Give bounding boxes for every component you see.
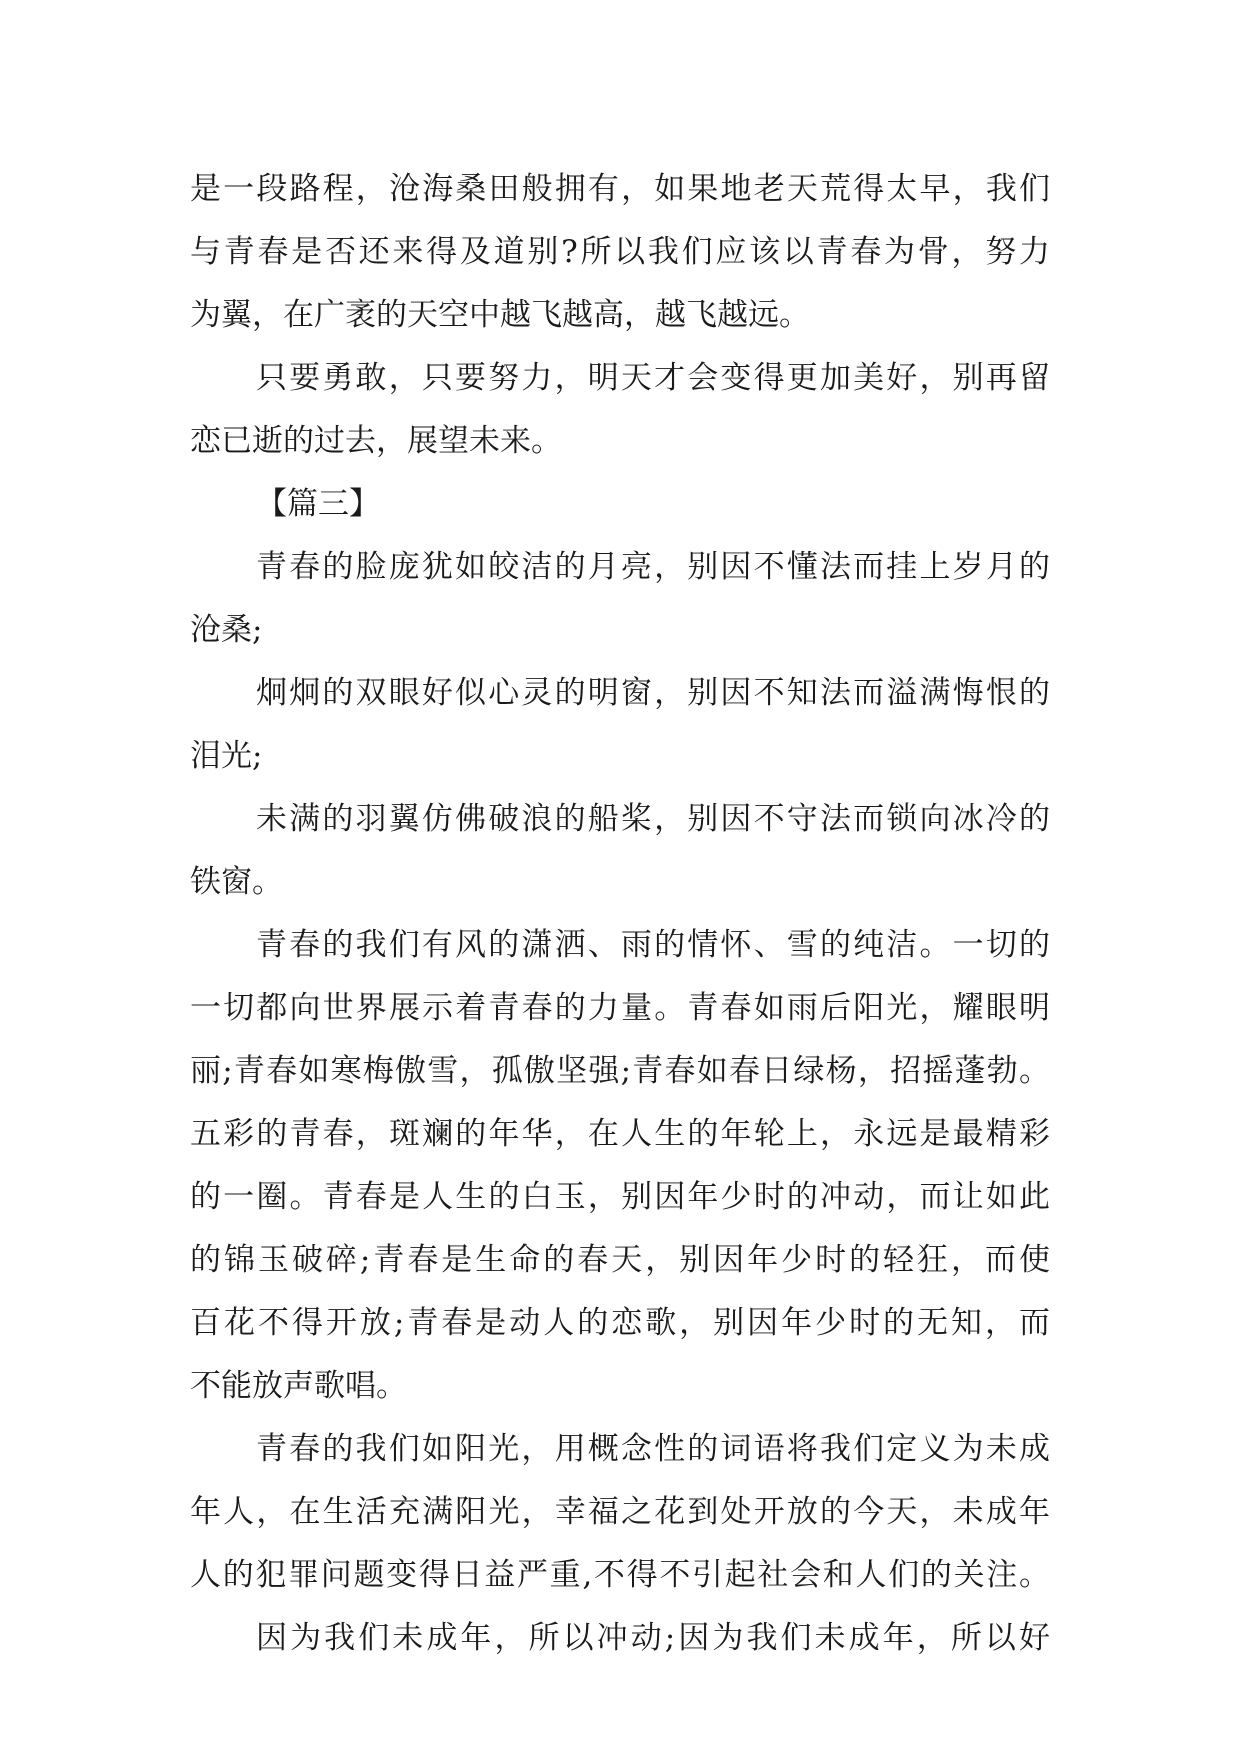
text-line: 为翼，在广袤的天空中越飞越高，越飞越远。 <box>190 297 810 333</box>
text-line: 丽;青春如寒梅傲雪，孤傲坚强;青春如春日绿杨，招摇蓬勃。 <box>190 1053 1050 1089</box>
text-line: 因为我们未成年，所以冲动;因为我们未成年，所以好 <box>256 1620 1050 1656</box>
text-line: 泪光; <box>190 738 263 774</box>
text-line: 与青春是否还来得及道别?所以我们应该以青春为骨，努力 <box>190 234 1050 270</box>
text-line: 一切都向世界展示着青春的力量。青春如雨后阳光，耀眼明 <box>190 990 1050 1026</box>
text-line: 未满的羽翼仿佛破浪的船桨，别因不守法而锁向冰冷的 <box>256 801 1050 837</box>
text-line: 的锦玉破碎;青春是生命的春天，别因年少时的轻狂，而使 <box>190 1242 1050 1278</box>
text-line: 恋已逝的过去，展望未来。 <box>190 423 562 459</box>
text-line: 炯炯的双眼好似心灵的明窗，别因不知法而溢满悔恨的 <box>256 675 1050 711</box>
text-line: 的一圈。青春是人生的白玉，别因年少时的冲动，而让如此 <box>190 1179 1050 1215</box>
text-line: 不能放声歌唱。 <box>190 1368 407 1404</box>
text-line: 铁窗。 <box>190 864 283 900</box>
text-line: 五彩的青春，斑斓的年华，在人生的年轮上，永远是最精彩 <box>190 1116 1050 1152</box>
text-line: 沧桑; <box>190 612 263 648</box>
document-body <box>190 158 1050 1670</box>
text-line: 人的犯罪问题变得日益严重,不得不引起社会和人们的关注。 <box>190 1557 1050 1593</box>
text-line: 青春的我们如阳光，用概念性的词语将我们定义为未成 <box>256 1431 1050 1467</box>
section-heading: 【篇三】 <box>256 486 380 522</box>
text-line: 青春的脸庞犹如皎洁的月亮，别因不懂法而挂上岁月的 <box>256 549 1050 585</box>
text-line: 百花不得开放;青春是动人的恋歌，别因年少时的无知，而 <box>190 1305 1050 1341</box>
text-line: 只要勇敢，只要努力，明天才会变得更加美好，别再留 <box>256 360 1050 396</box>
text-line: 年人，在生活充满阳光，幸福之花到处开放的今天，未成年 <box>190 1494 1050 1530</box>
text-line: 是一段路程，沧海桑田般拥有，如果地老天荒得太早，我们 <box>190 171 1050 207</box>
text-line: 青春的我们有风的潇洒、雨的情怀、雪的纯洁。一切的 <box>256 927 1050 963</box>
